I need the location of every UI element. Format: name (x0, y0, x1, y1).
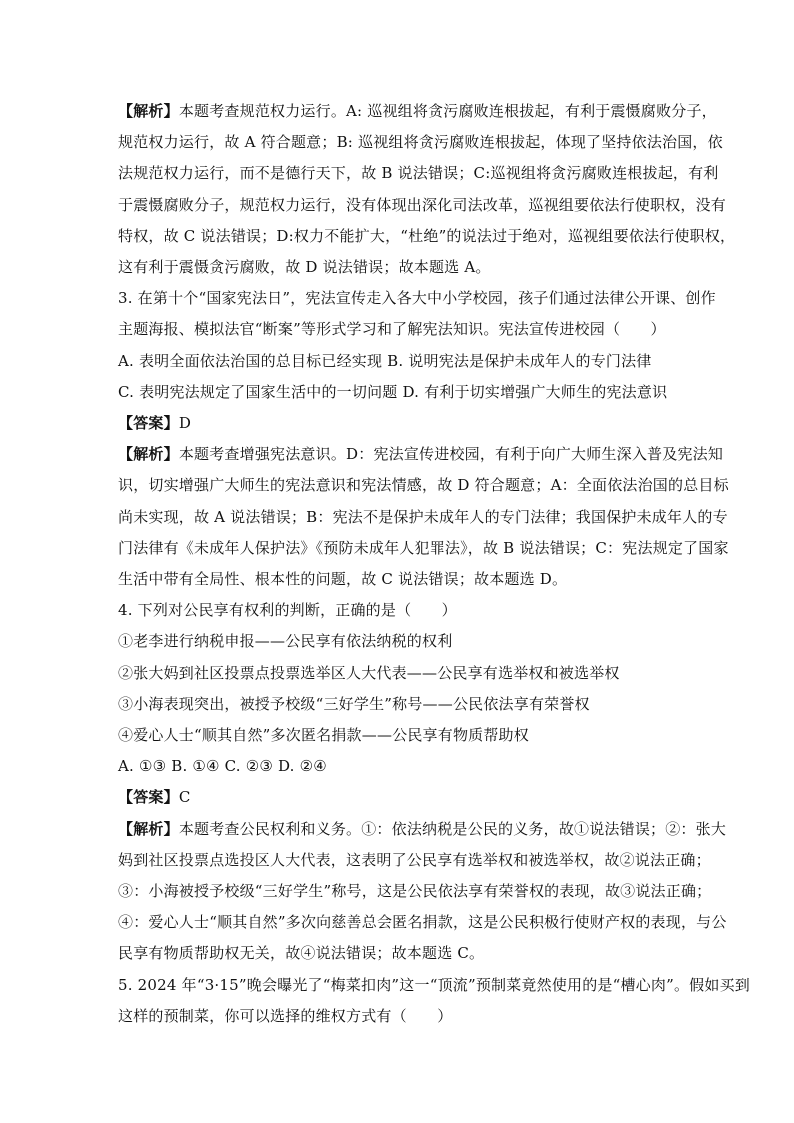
analysis-line (118, 814, 727, 845)
answer-line (118, 782, 678, 813)
analysis-line (118, 439, 724, 470)
question-3-options: A. 表明全面依法治国的总目标已经实现 B. 说明宪法是保护未成年人的专门法律 (118, 351, 652, 370)
text-line: 妈到社区投票点选投区人大代表，这表明了公民享有选举权和被选举权，故②说法正确； (118, 850, 711, 869)
question-3-stem: 主题海报、模拟法官“断案”等形式学习和了解宪法知识。宪法宣传进校园（ ） (118, 320, 666, 339)
question-4-item: ①老李进行纳税申报——公民享有依法纳税的权利 (118, 632, 453, 651)
text-line: 这有利于震慑贪污腐败，故 D 说法错误；故本题选 A。 (118, 258, 491, 277)
line-text: 本题考查规范权力运行。A: 巡视组将贪污腐败连根拔起，有利于震慑腐败分子， (178, 102, 717, 120)
question-4-stem: 4. 下列对公民享有权利的判断，正确的是（ ） (118, 601, 457, 620)
line-text: 本题考查公民权利和义务。①：依法纳税是公民的义务，故①说法错误；②：张大 (178, 819, 727, 838)
text-line: ③：小海被授予校级“三好学生”称号，这是公民依法享有荣誉权的表现，故③说法正确； (118, 882, 712, 901)
analysis-heading: 【解析】 (118, 445, 179, 464)
text-line: ④：爱心人士“顺其自然”多次向慈善总会匿名捐款，这是公民积极行使财产权的表现，与公 (118, 913, 727, 932)
question-3-options: C. 表明宪法规定了国家生活中的一切问题 D. 有利于切实增强广大师生的宪法意识 (118, 382, 668, 401)
question-4-options: A. ①③ B. ①④ C. ②③ D. ②④ (118, 757, 327, 776)
question-4-item: ②张大妈到社区投票点投票选举区人大代表——公民享有选举权和被选举权 (118, 663, 620, 682)
answer-heading: 【答案】 (118, 414, 179, 433)
analysis-line (118, 96, 717, 127)
text-line: 法规范权力运行，而不是德行天下，故 B 说法错误；C:巡视组将贪污腐败连根拔起，有利 (118, 164, 719, 183)
text-line: 门法律有《未成年人保护法》《预防未成年人犯罪法》，故 B 说法错误；C：宪法规定了国家 (118, 538, 729, 557)
answer-value: D (178, 414, 192, 433)
question-4-item: ③小海表现突出，被授予校级“三好学生”称号——公民依法享有荣誉权 (118, 694, 590, 713)
text-line: 规范权力运行，故 A 符合题意；B: 巡视组将贪污腐败连根拔起，体现了坚持依法治国，依 (118, 133, 723, 152)
text-line: 特权，故 C 说法错误；D:权力不能扩大，“杜绝”的说法过于绝对，巡视组要依法行使职权， (118, 226, 736, 245)
line-text: 本题考查增强宪法意识。D：宪法宣传进校园，有利于向广大师生深入普及宪法知 (178, 445, 724, 464)
question-5-stem: 这样的预制菜，你可以选择的维权方式有（ ） (118, 1006, 453, 1025)
text-line: 民享有物质帮助权无关，故④说法错误；故本题选 C。 (118, 944, 485, 963)
text-line: 尚未实现，故 A 说法错误；B：宪法不是保护未成年人的专门法律；我国保护未成年人的专 (118, 507, 728, 526)
question-3-stem: 3. 在第十个“国家宪法日”，宪法宣传走入各大中小学校园，孩子们通过法律公开课、创作 (118, 289, 716, 308)
answer-heading: 【答案】 (118, 788, 179, 807)
answer-line (118, 408, 678, 439)
analysis-heading: 【解析】 (118, 102, 179, 120)
answer-value: C (178, 788, 191, 807)
text-line: 生活中带有全局性、根本性的问题，故 C 说法错误；故本题选 D。 (118, 570, 568, 589)
document-page (118, 96, 750, 1032)
question-5-stem: 5. 2024 年“3·15”晚会曝光了“梅菜扣肉”这一“顶流”预制菜竟然使用的是“槽心肉”。假如买到 (118, 975, 750, 994)
analysis-heading: 【解析】 (118, 819, 179, 838)
text-line: 于震慑腐败分子，规范权力运行，没有体现出深化司法改革，巡视组要依法行使职权，没有 (118, 195, 727, 214)
text-line: 识，切实增强广大师生的宪法意识和宪法情感，故 D 符合题意；A：全面依法治国的总目标 (118, 476, 729, 495)
question-4-item: ④爱心人士“顺其自然”多次匿名捐款——公民享有物质帮助权 (118, 726, 529, 745)
